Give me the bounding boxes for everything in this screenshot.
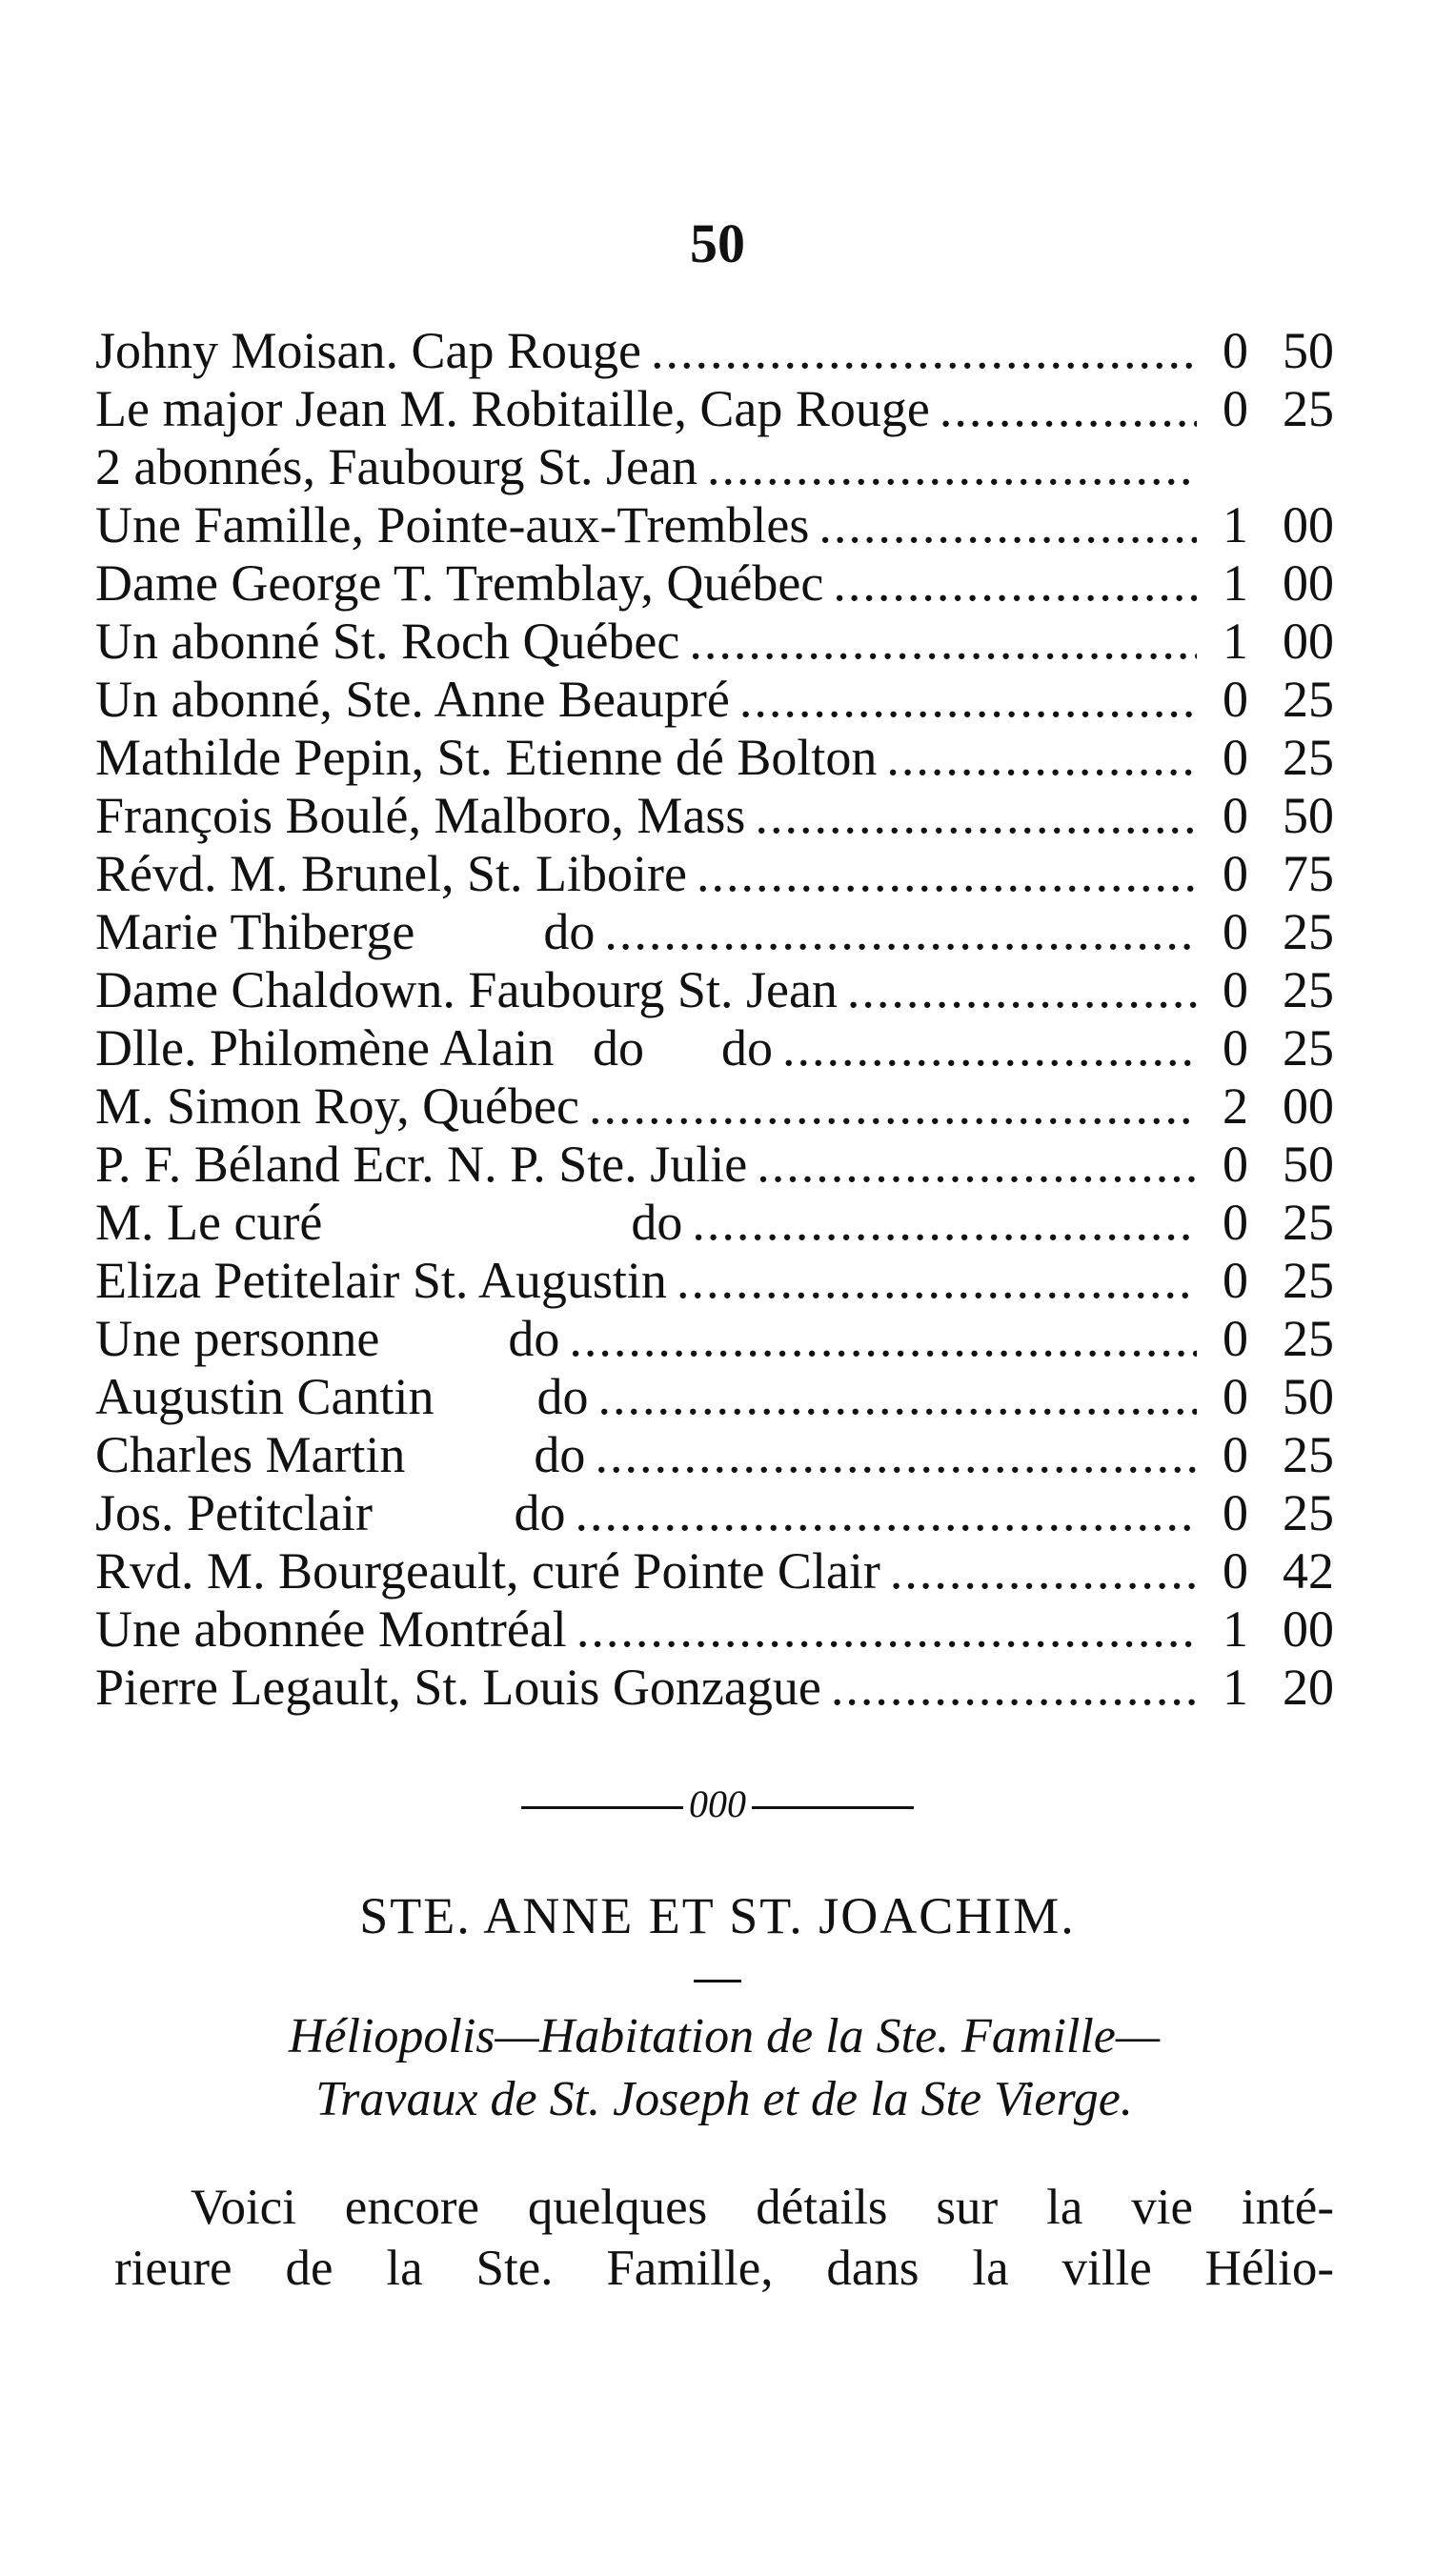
amount-dollars: 1 — [1223, 554, 1248, 612]
separator-ornament: 000 — [689, 1782, 746, 1825]
subtitle-line: Travaux de St. Joseph et de la Ste Vierge. — [315, 2072, 1133, 2126]
dot-leader — [595, 1426, 1197, 1484]
body-line: Voici encore quelques détails sur la vie inté- — [191, 2180, 1334, 2235]
amount-dollars: 0 — [1223, 1542, 1248, 1600]
dot-leader — [692, 1194, 1197, 1252]
amount-dollars: 0 — [1223, 671, 1248, 728]
amount-cents: 25 — [1283, 671, 1334, 728]
donor-name: Johny Moisan. Cap Rouge — [95, 322, 641, 379]
donor-name: Rvd. M. Bourgeault, curé Pointe Clair — [95, 1542, 880, 1600]
section-separator — [0, 1781, 1435, 1826]
donation-entry — [95, 613, 1334, 671]
amount-dollars: 0 — [1223, 729, 1248, 786]
amount-cents: 25 — [1283, 729, 1334, 786]
amount-dollars: 0 — [1223, 1484, 1248, 1541]
amount-cents: 25 — [1283, 1310, 1334, 1367]
amount-dollars: 1 — [1223, 1600, 1248, 1658]
donation-entry — [95, 903, 1334, 961]
amount-dollars: 0 — [1223, 961, 1248, 1018]
amount-dollars: 0 — [1223, 845, 1248, 902]
donor-name: Un abonné St. Roch Québec — [95, 613, 680, 670]
dot-leader — [589, 1077, 1197, 1136]
donor-name: 2 abonnés, Faubourg St. Jean — [95, 438, 697, 495]
donor-name: Dame Chaldown. Faubourg St. Jean — [95, 961, 838, 1018]
donor-name: Un abonné, Ste. Anne Beaupré — [95, 671, 730, 728]
donor-name: Révd. M. Brunel, St. Liboire — [95, 845, 687, 902]
amount-dollars: 0 — [1223, 1310, 1248, 1367]
donor-name: Jos. Petitclair do — [95, 1484, 566, 1541]
amount-cents: 25 — [1283, 1426, 1334, 1483]
donation-entry — [95, 496, 1334, 554]
heading-rule — [694, 1980, 741, 1982]
dot-leader — [886, 729, 1197, 787]
dot-leader — [940, 380, 1197, 438]
amount-cents: 50 — [1283, 1368, 1334, 1425]
dot-leader — [833, 554, 1197, 613]
dot-leader — [757, 1136, 1197, 1194]
donation-entry — [95, 1019, 1334, 1077]
amount-dollars: 0 — [1223, 1019, 1248, 1077]
donation-entry — [95, 1426, 1334, 1484]
amount-cents: 00 — [1283, 613, 1334, 670]
dot-leader — [569, 1310, 1197, 1368]
donation-entry — [95, 787, 1334, 845]
donation-entry — [95, 845, 1334, 903]
amount-cents: 25 — [1283, 1019, 1334, 1077]
donation-entry — [95, 1659, 1334, 1717]
body-paragraph — [114, 2177, 1334, 2299]
amount-cents: 50 — [1283, 787, 1334, 844]
dot-leader — [707, 438, 1197, 496]
donor-name: Une abonnée Montréal — [95, 1600, 567, 1658]
donation-entry — [95, 1368, 1334, 1426]
amount-cents: 50 — [1283, 1136, 1334, 1193]
dot-leader — [651, 322, 1197, 380]
section-subtitle — [114, 2005, 1334, 2131]
amount-cents: 42 — [1283, 1542, 1334, 1600]
amount-cents: 25 — [1283, 1484, 1334, 1541]
donor-name: Mathilde Pepin, St. Etienne dé Bolton — [95, 729, 878, 786]
dot-leader — [755, 787, 1197, 845]
donor-name: Pierre Legault, St. Louis Gonzague — [95, 1659, 821, 1716]
dot-leader — [576, 1600, 1197, 1659]
dot-leader — [604, 903, 1197, 961]
donor-name: Augustin Cantin do — [95, 1368, 589, 1425]
amount-dollars: 0 — [1223, 1136, 1248, 1193]
amount-cents: 25 — [1283, 1194, 1334, 1251]
amount-cents: 25 — [1283, 380, 1334, 437]
dot-leader — [819, 496, 1197, 554]
amount-dollars: 0 — [1223, 380, 1248, 437]
donation-entry — [95, 1077, 1334, 1136]
amount-cents: 00 — [1283, 1600, 1334, 1658]
amount-cents: 50 — [1283, 322, 1334, 379]
donation-entry — [95, 380, 1334, 438]
donor-name: P. F. Béland Ecr. N. P. Ste. Julie — [95, 1136, 748, 1193]
donation-entry — [95, 438, 1334, 496]
amount-dollars: 0 — [1223, 1426, 1248, 1483]
body-line: rieure de la Ste. Famille, dans la ville Hélio- — [114, 2241, 1334, 2296]
amount-dollars: 1 — [1223, 613, 1248, 670]
dot-leader — [890, 1542, 1197, 1600]
dot-leader — [697, 845, 1197, 903]
donor-name: M. Le curé do — [95, 1194, 683, 1251]
donor-name: Marie Thiberge do — [95, 903, 596, 960]
dot-leader — [847, 961, 1197, 1019]
section-heading: STE. ANNE ET ST. JOACHIM. — [359, 1887, 1076, 1944]
donation-entry — [95, 1310, 1334, 1368]
amount-cents: 75 — [1283, 845, 1334, 902]
amount-dollars: 1 — [1223, 1659, 1248, 1716]
dot-leader — [598, 1368, 1197, 1426]
page-number: 50 — [690, 212, 745, 274]
amount-cents: 25 — [1283, 903, 1334, 960]
amount-dollars: 0 — [1223, 787, 1248, 844]
dot-leader — [831, 1659, 1197, 1717]
donor-name: Charles Martin do — [95, 1426, 586, 1483]
donor-name: Une personne do — [95, 1310, 560, 1367]
amount-dollars: 0 — [1223, 322, 1248, 379]
amount-dollars: 0 — [1223, 1194, 1248, 1251]
amount-cents: 00 — [1283, 496, 1334, 553]
amount-dollars: 0 — [1223, 1252, 1248, 1309]
amount-cents: 25 — [1283, 961, 1334, 1018]
dot-leader — [782, 1019, 1197, 1077]
subtitle-line: Héliopolis—Habitation de la Ste. Famille— — [288, 2009, 1161, 2063]
donor-name: Dame George T. Tremblay, Québec — [95, 554, 824, 612]
dot-leader — [739, 671, 1197, 729]
amount-dollars: 2 — [1223, 1077, 1248, 1135]
dot-leader — [575, 1484, 1197, 1542]
amount-dollars: 0 — [1223, 1368, 1248, 1425]
donation-entry — [95, 1542, 1334, 1600]
donation-entry — [95, 1194, 1334, 1252]
dot-leader — [677, 1252, 1197, 1310]
donation-entry — [95, 554, 1334, 613]
dot-leader — [689, 613, 1197, 671]
donor-name: François Boulé, Malboro, Mass — [95, 787, 746, 844]
donation-entry — [95, 1600, 1334, 1659]
amount-cents: 25 — [1283, 1252, 1334, 1309]
amount-cents: 20 — [1283, 1659, 1334, 1716]
donation-entry — [95, 961, 1334, 1019]
donor-name: Une Famille, Pointe-aux-Trembles — [95, 496, 810, 553]
donation-entry — [95, 322, 1334, 380]
donation-entry — [95, 729, 1334, 787]
donation-entry — [95, 1484, 1334, 1542]
amount-cents: 00 — [1283, 554, 1334, 612]
donor-name: Dlle. Philomène Alain do do — [95, 1019, 773, 1077]
donation-entry — [95, 1252, 1334, 1310]
donation-entry — [95, 1136, 1334, 1194]
separator-rule-right — [752, 1806, 914, 1809]
amount-dollars: 1 — [1223, 496, 1248, 553]
amount-cents: 00 — [1283, 1077, 1334, 1135]
donation-list — [95, 322, 1334, 1717]
donation-entry — [95, 671, 1334, 729]
donor-name: Eliza Petitelair St. Augustin — [95, 1252, 667, 1309]
amount-dollars: 0 — [1223, 903, 1248, 960]
donor-name: M. Simon Roy, Québec — [95, 1077, 579, 1135]
separator-rule-left — [521, 1806, 683, 1809]
donor-name: Le major Jean M. Robitaille, Cap Rouge — [95, 380, 930, 437]
